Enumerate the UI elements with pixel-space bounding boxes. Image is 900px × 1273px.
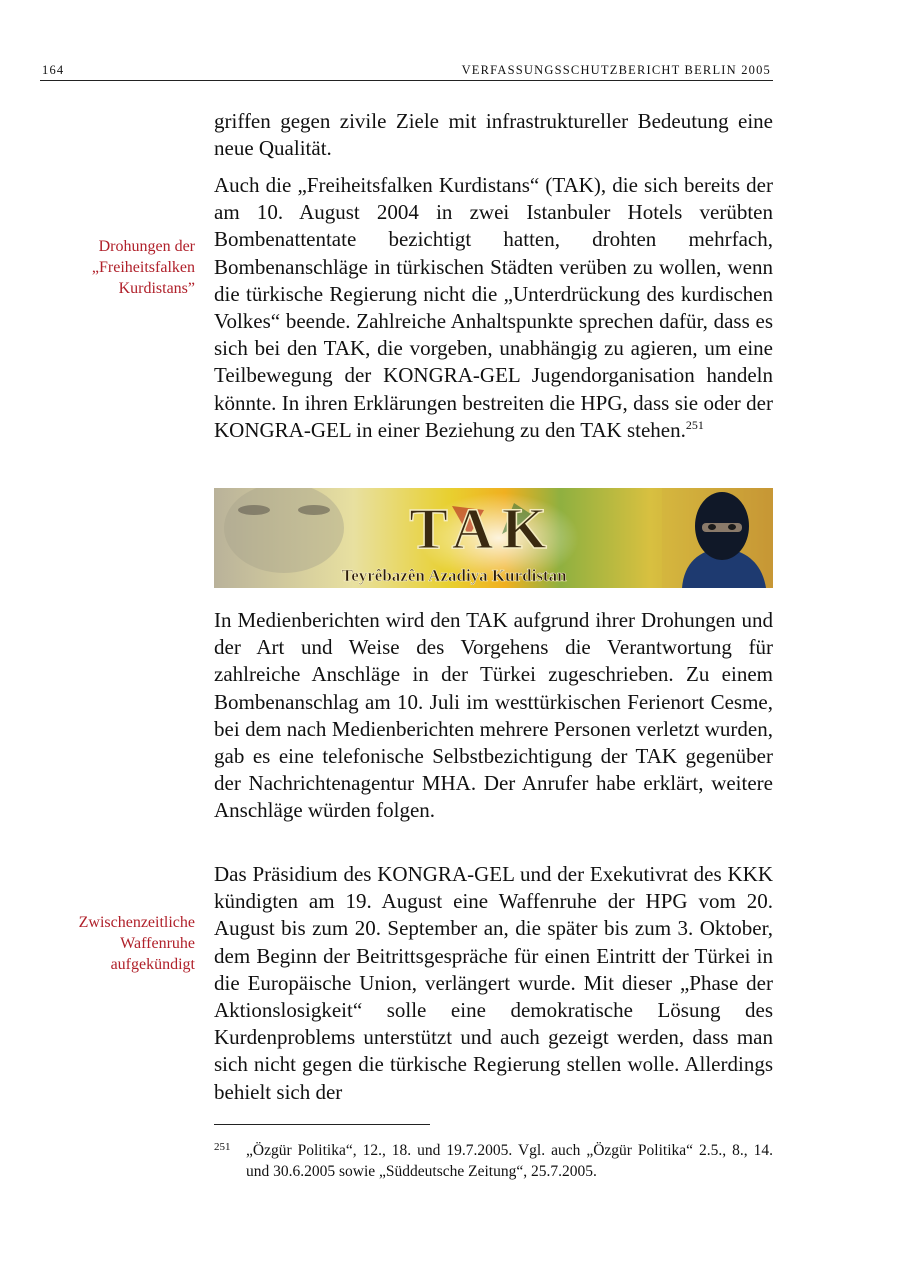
paragraph-media-reports xyxy=(214,607,773,825)
paragraph-ceasefire xyxy=(214,861,773,1106)
page-number: 164 xyxy=(42,63,65,77)
paragraph-text: Auch die „Freiheitsfalken Kurdistans“ (TAK), die sich bereits der am 10. August 2004 in zwei Istanbuler Hotels verübten Bombenattentate bezichtigt hatten, drohten mehrfach, Bombenanschläge in türkischen Städten verüben zu wollen, wenn die türkische Regierung nicht die „Unterdrückung des kurdischen Volkes“ beende. Zahlreiche Anhaltspunkte sprechen dafür, dass es sich bei den TAK, die vorgeben, unabhängig zu agieren, um eine Teilbewegung der KONGRA-GEL Jugendorganisation handeln könnte. In ihren Erklärungen bestreiten die HPG, dass sie oder der KONGRA-GEL in einer Beziehung zu den TAK stehen. xyxy=(214,173,773,442)
margin-note-line: Kurdistans” xyxy=(118,280,195,297)
footnote-mark: 251 xyxy=(214,1141,231,1153)
margin-note-line: Drohungen der xyxy=(98,238,195,255)
margin-note-line: aufgekündigt xyxy=(110,956,195,973)
paragraph: Das Präsidium des KONGRA-GEL und der Exekutivrat des KKK kündigten am 19. August eine Waffenruhe der HPG vom 20. August bis zum 20. September an, die später bis zum 3. Oktober, dem Beginn der Beitrittsgespräche für einen Eintritt der Türkei in die Europäische Union, verlängert wurde. Mit dieser „Phase der Aktionslosigkeit“ solle eine demokratische Lösung des Kurdenproblems unterstützt und auch gezeigt werden, dass man sich nicht gegen die türkische Regierung stellen wolle. Allerdings behielt sich der xyxy=(214,862,773,1104)
paragraph: In Medienberichten wird den TAK aufgrund ihrer Drohungen und der Art und Weise des Vorgehens die Verantwortung für zahlreiche Anschläge in der Türkei zugeschrieben. Zu einem Bombenanschlag am 10. Juli im westtürkischen Ferienort Cesme, bei dem nach Medienberichten mehrere Personen verletzt wurden, gab es eine telefonische Selbstbezichtigung der TAK gegenüber der Nachrichtenagentur MHA. Der Anrufer habe erklärt, weitere Anschläge würden folgen. xyxy=(214,608,773,823)
margin-note-line: Waffenruhe xyxy=(120,935,195,952)
banner-caption: Teyrêbazên Azadiya Kurdistan xyxy=(341,566,567,585)
running-title: VERFASSUNGSSCHUTZBERICHT BERLIN 2005 xyxy=(461,63,771,77)
paragraph xyxy=(214,172,773,444)
masked-person-icon xyxy=(662,488,773,588)
margin-note-line: „Freiheitsfalken xyxy=(91,259,195,276)
footnote-reference[interactable]: 251 xyxy=(685,417,704,432)
tak-banner-image xyxy=(214,488,773,588)
banner-logo-text: TAK xyxy=(409,496,555,561)
paragraph: griffen gegen zivile Ziele mit infrastruktureller Bedeutung eine neue Qualität. xyxy=(214,109,773,161)
running-header xyxy=(40,60,773,81)
margin-note-line: Zwischenzeitliche xyxy=(78,914,195,931)
margin-note-ceasefire xyxy=(40,912,195,975)
paragraph-tak-threats xyxy=(214,172,773,444)
paragraph-continuation xyxy=(214,108,773,162)
footnote xyxy=(214,1140,773,1182)
margin-note-tak-threats xyxy=(40,236,195,299)
footnote-divider xyxy=(214,1124,430,1125)
footnote-text: „Özgür Politika“, 12., 18. und 19.7.2005. Vgl. auch „Özgür Politika“ 2.5., 8., 14. und 30.6.2005 sowie „Süddeutsche Zeitung“, 25.7.2005. xyxy=(246,1142,773,1180)
